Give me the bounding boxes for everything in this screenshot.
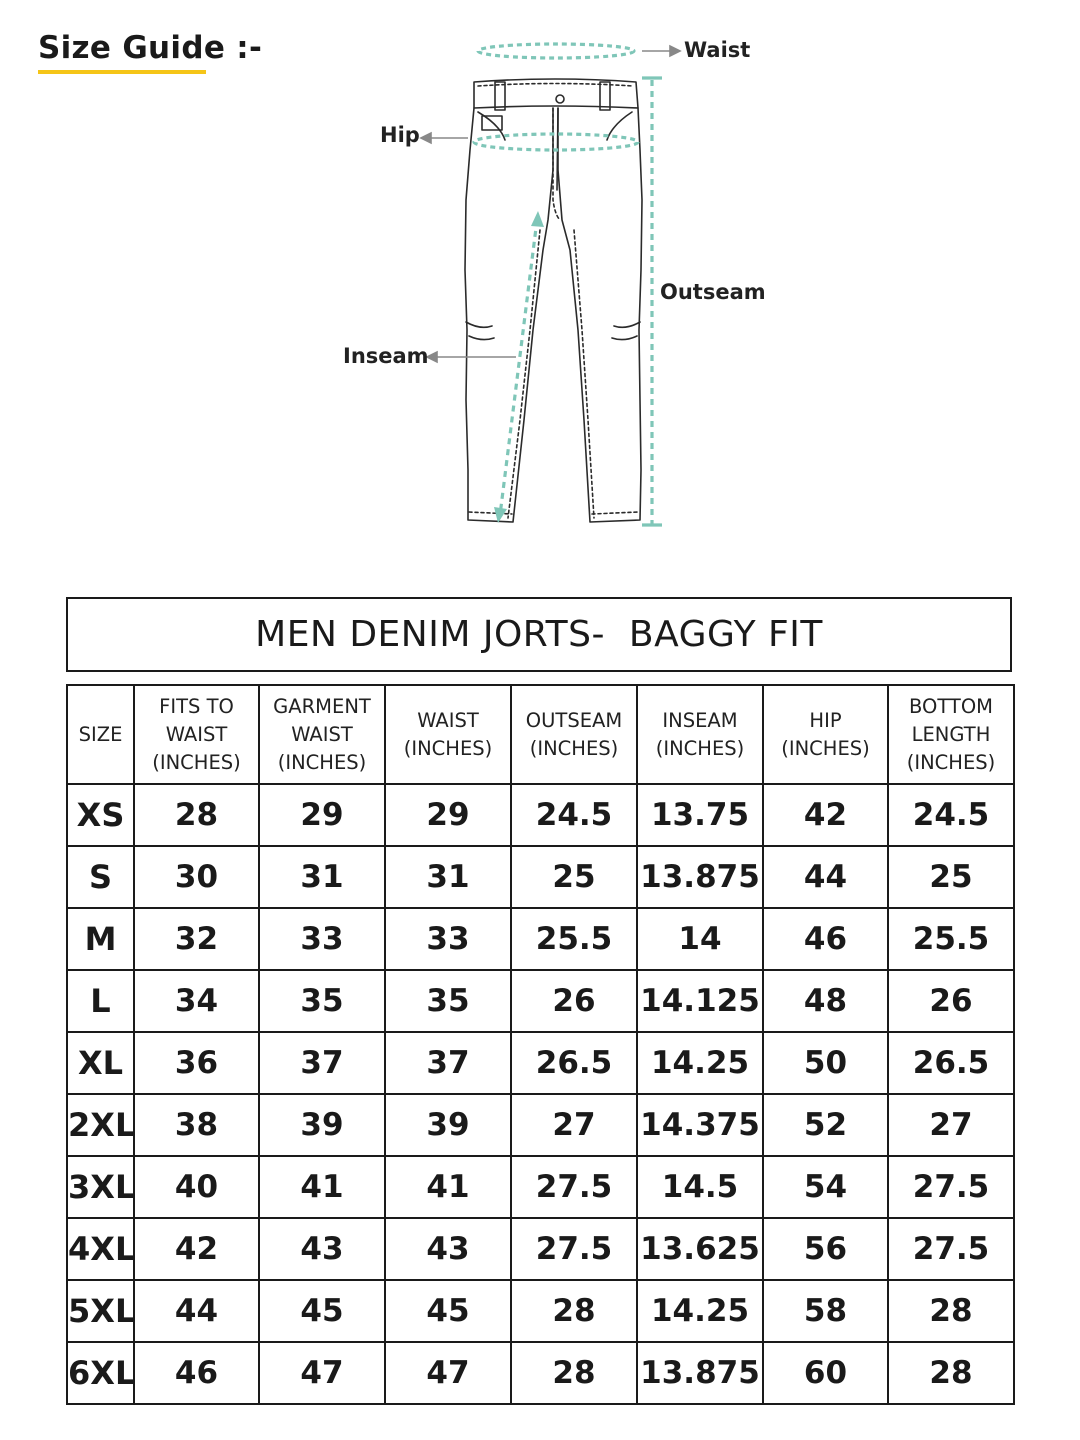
cell-hip: 48	[763, 970, 888, 1032]
cell-fits-to-waist: 30	[134, 846, 259, 908]
cell-bottom-length: 26	[888, 970, 1014, 1032]
cell-inseam: 14.25	[637, 1032, 763, 1094]
table-row	[67, 1156, 1014, 1218]
outseam-label: Outseam	[660, 280, 766, 304]
table-row	[67, 1094, 1014, 1156]
cell-size: 4XL	[67, 1218, 134, 1280]
cell-size: 2XL	[67, 1094, 134, 1156]
cell-garment-waist: 31	[259, 846, 385, 908]
cell-size: L	[67, 970, 134, 1032]
cell-bottom-length: 27.5	[888, 1218, 1014, 1280]
cell-bottom-length: 28	[888, 1280, 1014, 1342]
hip-measure-ellipse	[474, 134, 638, 150]
cell-size: 5XL	[67, 1280, 134, 1342]
cell-size: XS	[67, 784, 134, 846]
cell-hip: 46	[763, 908, 888, 970]
header-outseam: OUTSEAM (INCHES)	[511, 685, 637, 784]
cell-fits-to-waist: 42	[134, 1218, 259, 1280]
table-row	[67, 970, 1014, 1032]
page-title: Size Guide :-	[38, 30, 263, 66]
cell-garment-waist: 37	[259, 1032, 385, 1094]
cell-inseam: 14	[637, 908, 763, 970]
cell-fits-to-waist: 38	[134, 1094, 259, 1156]
table-row	[67, 1218, 1014, 1280]
cell-inseam: 14.25	[637, 1280, 763, 1342]
cell-bottom-length: 24.5	[888, 784, 1014, 846]
header-garment-waist: GARMENT WAIST (INCHES)	[259, 685, 385, 784]
cell-outseam: 26.5	[511, 1032, 637, 1094]
left-leg-outline	[465, 108, 553, 522]
cell-outseam: 27.5	[511, 1156, 637, 1218]
cell-bottom-length: 25	[888, 846, 1014, 908]
cell-waist: 37	[385, 1032, 511, 1094]
cell-fits-to-waist: 28	[134, 784, 259, 846]
cell-waist: 35	[385, 970, 511, 1032]
cell-outseam: 26	[511, 970, 637, 1032]
cell-waist: 29	[385, 784, 511, 846]
cell-size: M	[67, 908, 134, 970]
cell-fits-to-waist: 36	[134, 1032, 259, 1094]
header-hip: HIP (INCHES)	[763, 685, 888, 784]
jeans-diagram	[0, 0, 1080, 560]
cell-garment-waist: 45	[259, 1280, 385, 1342]
header-waist: WAIST (INCHES)	[385, 685, 511, 784]
cell-hip: 56	[763, 1218, 888, 1280]
cell-hip: 58	[763, 1280, 888, 1342]
cell-inseam: 13.875	[637, 1342, 763, 1404]
cell-fits-to-waist: 46	[134, 1342, 259, 1404]
cell-waist: 39	[385, 1094, 511, 1156]
cell-inseam: 13.625	[637, 1218, 763, 1280]
cell-bottom-length: 26.5	[888, 1032, 1014, 1094]
table-row	[67, 908, 1014, 970]
cell-waist: 31	[385, 846, 511, 908]
cell-outseam: 28	[511, 1342, 637, 1404]
table-body	[67, 784, 1014, 1404]
waist-measure-ellipse	[478, 44, 634, 58]
table-row	[67, 1032, 1014, 1094]
cell-hip: 52	[763, 1094, 888, 1156]
cell-hip: 42	[763, 784, 888, 846]
cell-bottom-length: 25.5	[888, 908, 1014, 970]
cell-outseam: 25.5	[511, 908, 637, 970]
table-row	[67, 1342, 1014, 1404]
cell-size: 3XL	[67, 1156, 134, 1218]
cell-garment-waist: 41	[259, 1156, 385, 1218]
waist-label: Waist	[684, 38, 751, 62]
cell-waist: 33	[385, 908, 511, 970]
cell-waist: 47	[385, 1342, 511, 1404]
cell-garment-waist: 47	[259, 1342, 385, 1404]
hip-label: Hip	[380, 123, 420, 147]
cell-outseam: 28	[511, 1280, 637, 1342]
cell-fits-to-waist: 44	[134, 1280, 259, 1342]
cell-fits-to-waist: 40	[134, 1156, 259, 1218]
header-inseam: INSEAM (INCHES)	[637, 685, 763, 784]
cell-garment-waist: 39	[259, 1094, 385, 1156]
cell-size: 6XL	[67, 1342, 134, 1404]
chart-title: MEN DENIM JORTS- BAGGY FIT	[66, 597, 1012, 672]
cell-inseam: 14.5	[637, 1156, 763, 1218]
right-leg-outline	[558, 108, 642, 522]
cell-bottom-length: 28	[888, 1342, 1014, 1404]
cell-waist: 41	[385, 1156, 511, 1218]
cell-hip: 44	[763, 846, 888, 908]
cell-inseam: 13.875	[637, 846, 763, 908]
cell-garment-waist: 29	[259, 784, 385, 846]
cell-fits-to-waist: 32	[134, 908, 259, 970]
inseam-label: Inseam	[343, 344, 429, 368]
cell-outseam: 27.5	[511, 1218, 637, 1280]
cell-garment-waist: 43	[259, 1218, 385, 1280]
table-header-row	[67, 685, 1014, 784]
header-bottom-length: BOTTOM LENGTH (INCHES)	[888, 685, 1014, 784]
cell-outseam: 27	[511, 1094, 637, 1156]
size-chart-table	[66, 684, 1015, 1405]
cell-inseam: 13.75	[637, 784, 763, 846]
cell-garment-waist: 33	[259, 908, 385, 970]
cell-fits-to-waist: 34	[134, 970, 259, 1032]
cell-size: XL	[67, 1032, 134, 1094]
cell-garment-waist: 35	[259, 970, 385, 1032]
cell-waist: 45	[385, 1280, 511, 1342]
cell-bottom-length: 27.5	[888, 1156, 1014, 1218]
cell-waist: 43	[385, 1218, 511, 1280]
table-row	[67, 1280, 1014, 1342]
cell-bottom-length: 27	[888, 1094, 1014, 1156]
header-fits-to-waist: FITS TO WAIST (INCHES)	[134, 685, 259, 784]
cell-size: S	[67, 846, 134, 908]
cell-hip: 54	[763, 1156, 888, 1218]
table-row	[67, 846, 1014, 908]
header-size: SIZE	[67, 685, 134, 784]
cell-outseam: 25	[511, 846, 637, 908]
cell-hip: 50	[763, 1032, 888, 1094]
cell-inseam: 14.125	[637, 970, 763, 1032]
table-row	[67, 784, 1014, 846]
cell-hip: 60	[763, 1342, 888, 1404]
cell-outseam: 24.5	[511, 784, 637, 846]
cell-inseam: 14.375	[637, 1094, 763, 1156]
